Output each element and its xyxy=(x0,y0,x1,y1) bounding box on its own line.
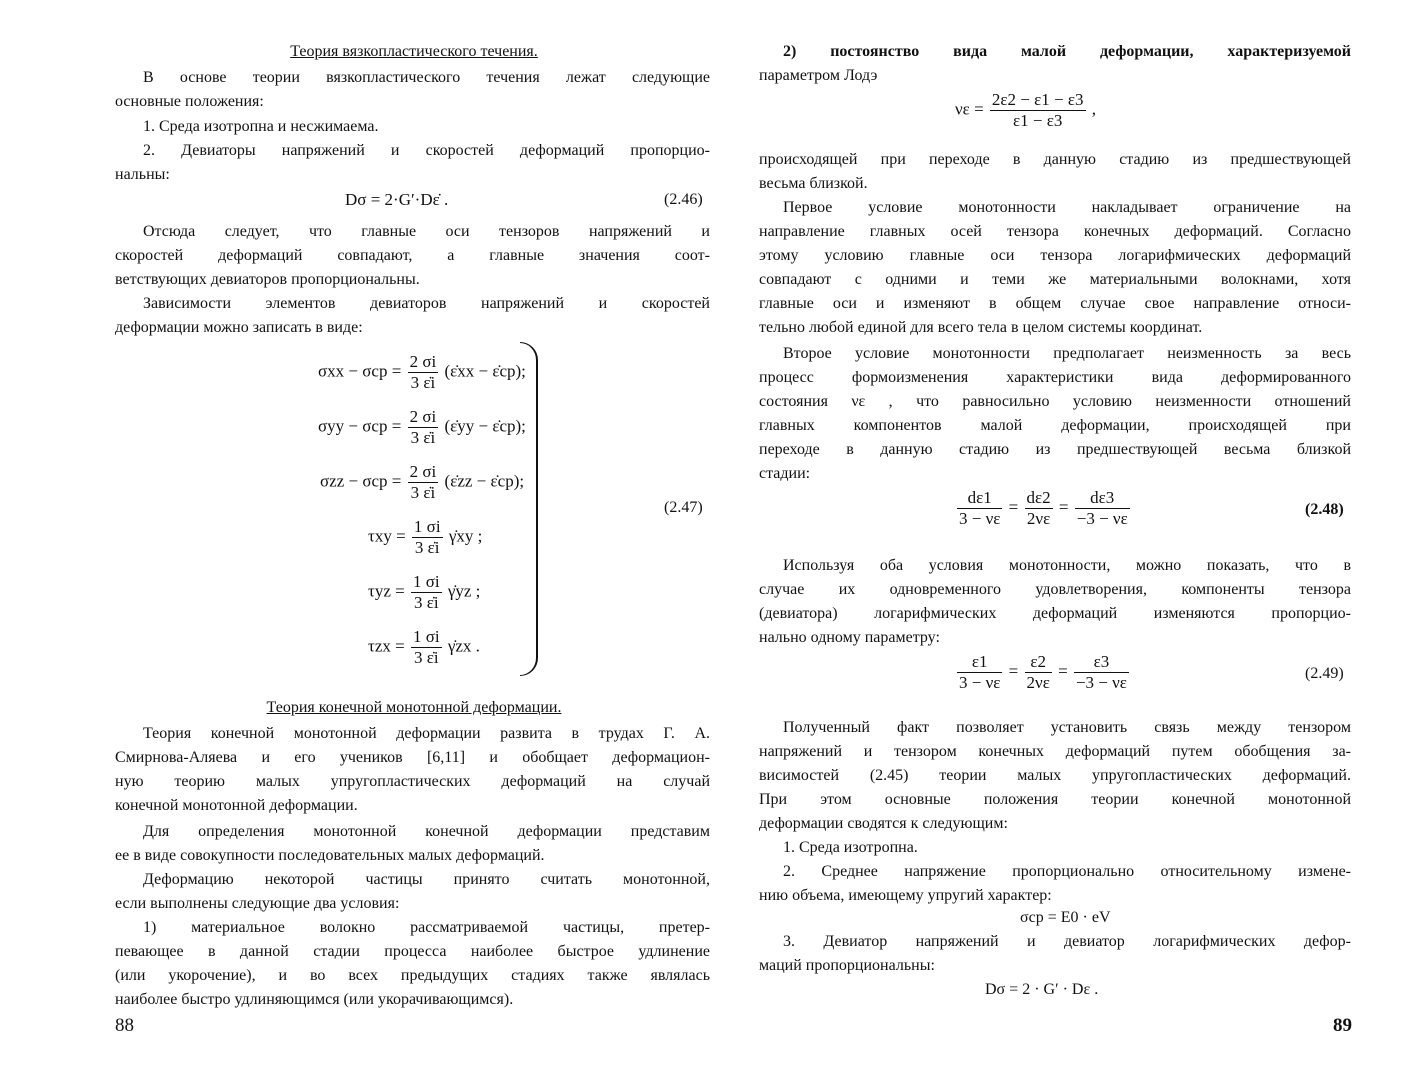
paragraph-line: тельно любой единой для всего тела в целом системы координат. xyxy=(759,319,1203,336)
paragraph-line: певающее в данной стадии процесса наиболее быстрое удлинение xyxy=(115,943,710,960)
fraction-denominator: 3 ε̇i xyxy=(410,483,436,502)
paragraph-line: процесс формоизменения характеристики вида деформированного xyxy=(759,369,1351,386)
paragraph-line: нию объема, имеющему упругий характер: xyxy=(759,887,1052,904)
paragraph-line: параметром Лодэ xyxy=(759,67,878,84)
fraction-numerator: 2 σi xyxy=(409,352,437,371)
equation-number: (2.49) xyxy=(1305,665,1344,682)
fraction-denominator: 3 ε̇i xyxy=(414,538,440,557)
paragraph-line: Теория конечной монотонной деформации развита в трудах Г. А. xyxy=(143,725,710,742)
equation-rhs: (ε̇zz − ε̇cp); xyxy=(440,471,525,491)
paragraph-line: Деформацию некоторой частицы принято считать монотонной, xyxy=(143,871,710,888)
paragraph-line: Второе условие монотонности предполагает неизменность за весь xyxy=(783,345,1351,362)
right-page xyxy=(735,0,1425,1076)
deviator-equation: Dσ = 2 · G′ · Dε . xyxy=(985,981,1099,998)
equals-sign: = xyxy=(1004,661,1023,681)
list-item: 1. Среда изотропна и несжимаема. xyxy=(143,118,379,135)
system-equation-row xyxy=(318,407,526,448)
paragraph-line: Для определения монотонной конечной деформации представим xyxy=(143,823,710,840)
fraction-denominator: 3 − νε xyxy=(959,509,1001,528)
paragraph-line: деформации можно записать в виде: xyxy=(115,319,363,336)
paragraph-line: При этом основные положения теории конечной монотонной xyxy=(759,791,1351,808)
equation-rhs: γ̇zx . xyxy=(443,636,480,656)
equation-fraction xyxy=(408,462,439,503)
paragraph-line: происходящей при переходе в данную стадию из предшествующей xyxy=(759,151,1351,168)
equation-fraction xyxy=(1074,652,1129,693)
paragraph-line: переходе в данную стадию из предшествующей весьма близкой xyxy=(759,441,1351,458)
paragraph-line: В основе теории вязкопластического течения лежат следующие xyxy=(143,69,710,86)
equals-sign: = xyxy=(1053,661,1072,681)
paragraph-line: основные положения: xyxy=(115,93,264,110)
paragraph-line: главные оси и изменяют в общем случае свое направление относи- xyxy=(759,295,1351,312)
fraction-denominator: 2νε xyxy=(1026,673,1050,692)
paragraph-line: маций пропорциональны: xyxy=(759,957,935,974)
equation-lhs: σzz − σcp = xyxy=(320,471,406,491)
paragraph-line: нально одному параметру: xyxy=(759,629,940,646)
equals-sign: = xyxy=(1004,497,1023,517)
equation-fraction xyxy=(408,407,439,448)
system-equation-row xyxy=(368,517,482,558)
fraction-denominator: 3 ε̇i xyxy=(410,428,436,447)
paragraph-line: случае их одновременного удовлетворения, компоненты тензора xyxy=(759,581,1351,598)
paragraph-line: Первое условие монотонности накладывает ограничение на xyxy=(783,199,1351,216)
equation-fraction xyxy=(408,352,439,393)
paragraph-line: стадии: xyxy=(759,465,811,482)
paragraph-line: весьма близкой. xyxy=(759,175,868,192)
equation-rhs: γ̇xy ; xyxy=(444,526,483,546)
equation-fraction xyxy=(411,627,442,668)
section-title-monotonic: Теория конечной монотонной деформации. xyxy=(266,699,562,716)
fraction-numerator: 2 σi xyxy=(409,407,437,426)
paragraph-line: ее в виде совокупности последовательных малых деформаций. xyxy=(115,847,545,864)
system-equation-row xyxy=(368,572,480,613)
lode-lhs: νε = xyxy=(955,99,984,119)
fraction-denominator: 3 ε̇i xyxy=(413,593,439,612)
mean-stress-equation: σcp = E0 · eV xyxy=(1020,909,1111,926)
fraction-denominator: 3 ε̇i xyxy=(413,648,439,667)
equation-fraction xyxy=(1025,488,1053,529)
fraction-numerator: dε3 xyxy=(1075,488,1130,509)
paragraph-line: конечной монотонной деформации. xyxy=(115,797,358,814)
right-brace xyxy=(520,342,538,676)
lode-denominator: ε1 − ε3 xyxy=(1013,111,1063,130)
paragraph-line: нальны: xyxy=(115,166,170,183)
paragraph-line: состояния νε , что равносильно условию неизменности отношений xyxy=(759,393,1351,410)
paragraph-line: 2) постоянство вида малой деформации, характеризуемой xyxy=(783,43,1351,60)
fraction-denominator: 3 − νε xyxy=(959,673,1001,692)
fraction-numerator: 1 σi xyxy=(412,572,440,591)
equation-fraction xyxy=(1025,652,1052,693)
fraction-denominator: 3 ε̇i xyxy=(410,373,436,392)
fraction-numerator: ε3 xyxy=(1074,652,1129,673)
list-item: 2. Девиаторы напряжений и скоростей деформаций пропорцио- xyxy=(143,142,710,159)
paragraph-line: если выполнены следующие два условия: xyxy=(115,895,400,912)
paragraph-line: наиболее быстро удлиняющимся (или укорачивающимся). xyxy=(115,991,514,1008)
equation-number: (2.47) xyxy=(664,499,703,516)
equation-number: (2.48) xyxy=(1305,501,1344,518)
paragraph-line: совпадают с одними и теми же материальными волокнами, хотя xyxy=(759,271,1351,288)
paragraph-line: (или укорочение), и во всех предыдущих стадиях также являлась xyxy=(115,967,710,984)
paragraph-line: этому условию главные оси тензора логарифмических деформаций xyxy=(759,247,1351,264)
page-number: 89 xyxy=(1333,1015,1352,1036)
paragraph-line: Используя оба условия монотонности, можно показать, что в xyxy=(783,557,1351,574)
equation-rhs: (ε̇yy − ε̇cp); xyxy=(440,416,526,436)
fraction-numerator: dε2 xyxy=(1026,488,1051,507)
paragraph-line: Зависимости элементов девиаторов напряжений и скоростей xyxy=(143,295,710,312)
system-equation-row xyxy=(368,627,480,668)
equation-2-48 xyxy=(955,488,1132,529)
paragraph-line: ветствующих девиаторов пропорциональны. xyxy=(115,271,420,288)
paragraph-line: ную теорию малых упругопластических деформаций на случай xyxy=(115,773,710,790)
paragraph-line: Смирнова-Аляева и его учеников [6,11] и обобщает деформацион- xyxy=(115,749,710,766)
lode-tail: , xyxy=(1091,99,1097,119)
paragraph-line: деформации сводятся к следующим: xyxy=(759,815,1008,832)
equation-2-46: Dσ = 2·G′·Dε̇ . xyxy=(345,190,449,209)
equation-fraction xyxy=(957,652,1002,693)
equation-lhs: τzx = xyxy=(368,636,409,656)
paragraph-line: скоростей деформаций совпадают, а главные значения соот- xyxy=(115,247,710,264)
list-item: 3. Девиатор напряжений и девиатор логарифмических дефор- xyxy=(783,933,1351,950)
page-number: 88 xyxy=(115,1015,134,1036)
equation-2-49 xyxy=(955,652,1131,693)
lode-parameter-equation xyxy=(955,90,1096,131)
fraction-denominator: −3 − νε xyxy=(1076,509,1128,528)
equation-lhs: σxx − σcp = xyxy=(318,361,406,381)
fraction-numerator: ε1 xyxy=(957,652,1002,673)
list-item: 2. Среднее напряжение пропорционально относительному измене- xyxy=(783,863,1351,880)
fraction-numerator: 1 σi xyxy=(413,517,441,536)
equation-fraction xyxy=(957,488,1002,529)
fraction-denominator: 2νε xyxy=(1026,509,1051,528)
lode-fraction xyxy=(990,90,1086,131)
fraction-numerator: ε2 xyxy=(1025,652,1052,673)
equation-rhs: (ε̇xx − ε̇cp); xyxy=(440,361,526,381)
equation-fraction xyxy=(411,572,442,613)
list-item: 1. Среда изотропна. xyxy=(783,839,918,856)
equation-lhs: σyy − σcp = xyxy=(318,416,406,436)
fraction-numerator: dε1 xyxy=(957,488,1002,509)
equation-lhs: τxy = xyxy=(368,526,410,546)
equation-number: (2.46) xyxy=(664,191,703,208)
paragraph-line: 1) материальное волокно рассматриваемой частицы, претер- xyxy=(143,919,710,936)
equation-fraction xyxy=(1075,488,1130,529)
paragraph-line: направление главных осей тензора конечных деформаций. Согласно xyxy=(759,223,1351,240)
section-title-viscoplastic: Теория вязкопластического течения. xyxy=(290,43,538,60)
equation-fraction xyxy=(412,517,443,558)
paragraph-line: напряжений и тензором конечных деформаций путем обобщения за- xyxy=(759,743,1351,760)
paragraph-line: Полученный факт позволяет установить связь между тензором xyxy=(783,719,1351,736)
lode-numerator: 2ε2 − ε1 − ε3 xyxy=(991,90,1084,109)
equation-rhs: γ̇yz ; xyxy=(443,581,481,601)
equals-sign: = xyxy=(1054,497,1073,517)
system-equation-row xyxy=(318,352,526,393)
paragraph-line: главных компонентов малой деформации, происходящей при xyxy=(759,417,1351,434)
system-equation-row xyxy=(320,462,524,503)
fraction-denominator: −3 − νε xyxy=(1075,673,1127,692)
fraction-numerator: 2 σi xyxy=(409,462,437,481)
equation-lhs: τyz = xyxy=(368,581,409,601)
paragraph-line: Отсюда следует, что главные оси тензоров напряжений и xyxy=(143,223,710,240)
paragraph-line: (девиатора) логарифмических деформаций изменяются пропорцио- xyxy=(759,605,1351,622)
fraction-numerator: 1 σi xyxy=(412,627,440,646)
paragraph-line: висимостей (2.45) теории малых упругопластических деформаций. xyxy=(759,767,1351,784)
